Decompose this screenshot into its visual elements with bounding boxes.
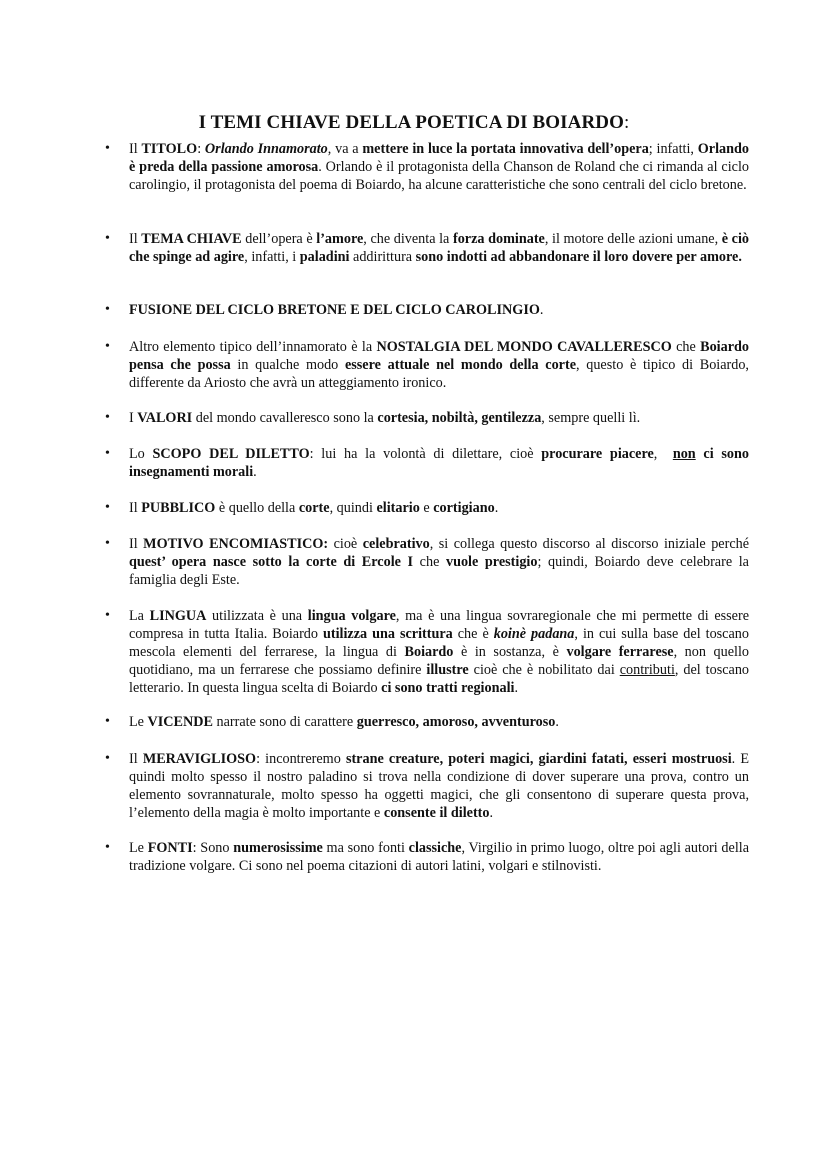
list-item-titolo <box>105 140 749 194</box>
text-run: Le <box>129 714 148 730</box>
title-text: I TEMI CHIAVE DELLA POETICA DI BOIARDO <box>198 111 625 133</box>
bullet-icon: • <box>105 231 110 246</box>
text-run: , non quello quotidiano, ma un ferrarese che possiamo definire <box>129 644 749 678</box>
keyword: TITOLO <box>141 141 198 157</box>
bold-text: è ciò che spinge ad agire <box>129 231 749 265</box>
bold-text: l’amore <box>316 231 364 247</box>
text-run: , in cui sulla base del toscano mescola elementi del ferrarese, la lingua di <box>129 626 749 660</box>
text-run: , va a <box>327 141 363 157</box>
bold-text: numerosissime <box>233 840 323 856</box>
text-run: I <box>129 410 138 426</box>
keyword: FONTI <box>147 840 193 856</box>
bold-text: ci sono insegnamenti morali <box>129 446 749 480</box>
text-run: Il <box>129 231 142 247</box>
bold-text: mettere in luce la portata innovativa dell’opera <box>362 141 649 157</box>
bullet-icon: • <box>105 446 110 461</box>
list-item-pubblico <box>105 499 749 517</box>
bullet-icon: • <box>105 302 110 317</box>
text-run: . Orlando è il protagonista della Chanson de Roland che ci rimanda al ciclo carolingio, il protagonista del poema di Boiardo, ha alcune caratteristiche che sono centrali del ciclo bretone. <box>129 159 749 193</box>
bullet-icon: • <box>105 141 110 156</box>
text-run: , il motore delle azioni umane, <box>544 231 722 247</box>
bullet-icon: • <box>105 410 110 425</box>
text-run: , ma è una lingua sovraregionale che mi permette di essere compresa in tutta Italia. Boiardo <box>129 608 749 642</box>
text-run: , questo è tipico di Boiardo, differente da Ariosto che avrà un atteggiamento ironico. <box>129 357 749 391</box>
bold-text: Orlando è preda della passione amorosa <box>129 141 749 175</box>
text-run: e <box>419 500 434 516</box>
text-run: narrate sono di carattere <box>212 714 357 730</box>
bold-text: sono indotti ad abbandonare il loro dovere per amore. <box>415 249 742 265</box>
list-item-scopo <box>105 445 749 481</box>
text-run: , quindi <box>329 500 377 516</box>
text-run: Le <box>129 840 148 856</box>
bold-text: ci sono tratti regionali <box>381 680 515 696</box>
text-run: . <box>514 680 519 696</box>
bold-text: Boiardo pensa che possa <box>129 339 749 373</box>
keyword: TEMA CHIAVE <box>141 231 242 247</box>
text-run: . <box>555 714 559 730</box>
text-run: , si collega questo discorso al discorso iniziale perché <box>429 536 750 552</box>
bold-text: illustre <box>426 662 469 678</box>
text-run: in qualche modo <box>230 357 345 373</box>
underlined-bold-text: non <box>672 446 696 462</box>
text-run: addirittura <box>349 249 416 265</box>
bold-text: procurare piacere <box>541 446 654 462</box>
list-item-lingua <box>105 607 750 697</box>
text-run: dell’opera è <box>241 231 317 247</box>
text-run: Il <box>129 500 142 516</box>
text-run: , che diventa la <box>363 231 453 247</box>
text-run: che <box>413 554 446 570</box>
list-item-valori <box>105 409 749 427</box>
bold-text: consente il diletto <box>383 805 490 821</box>
bold-text: quest’ opera nasce sotto la corte di Ercole I <box>129 554 414 570</box>
text-run: Il <box>129 751 143 767</box>
bullet-icon: • <box>105 840 110 855</box>
bold-text: guerresco, amoroso, avventuroso <box>356 714 556 730</box>
text-run: . <box>489 805 494 821</box>
text-run: è in sostanza, è <box>453 644 567 660</box>
bold-text: vuole prestigio <box>445 554 538 570</box>
text-run: Il <box>129 536 144 552</box>
text-run: . <box>494 500 499 516</box>
text-run: . <box>253 464 257 480</box>
bold-text: paladini <box>299 249 350 265</box>
bold-text: cortesia, nobiltà, gentilezza <box>377 410 542 426</box>
text-run: : <box>197 141 205 157</box>
text-run: La <box>129 608 150 624</box>
underlined-text: contributi <box>619 662 675 678</box>
list-item-nostalgia <box>105 338 749 392</box>
text-run: : lui ha la volontà di dilettare, cioè <box>309 446 542 462</box>
keyword: PUBBLICO <box>141 500 216 516</box>
text-run: del mondo cavalleresco sono la <box>192 410 378 426</box>
bullet-icon: • <box>105 536 110 551</box>
list-item-vicende <box>105 713 749 731</box>
work-title: Orlando Innamorato <box>204 141 328 157</box>
text-run: , <box>653 446 673 462</box>
bullet-icon: • <box>105 339 110 354</box>
text-run: che <box>671 339 701 355</box>
text-run: . <box>539 302 544 318</box>
text-run: : incontreremo <box>256 751 346 767</box>
text-run: Lo <box>129 446 153 462</box>
list-item-motivo <box>105 535 750 589</box>
keyword: NOSTALGIA DEL MONDO CAVALLERESCO <box>376 339 672 355</box>
list-item-tema-chiave <box>105 230 749 266</box>
text-run: , infatti, i <box>244 249 300 265</box>
bold-text: volgare ferrarese <box>566 644 674 660</box>
text-run: ; quindi, Boiardo deve celebrare la famiglia degli Este. <box>129 554 749 588</box>
text-run: cioè che è nobilitato dai <box>468 662 620 678</box>
bold-text: cortigiano <box>433 500 495 516</box>
keyword: FUSIONE DEL CICLO BRETONE E DEL CICLO CAROLINGIO <box>129 302 540 318</box>
keyword: VICENDE <box>147 714 213 730</box>
keyword: SCOPO DEL DILETTO <box>152 446 310 462</box>
list-item-meraviglioso <box>105 750 750 822</box>
page-title <box>0 112 828 134</box>
keyword: MERAVIGLIOSO <box>142 751 257 767</box>
text-run: ma sono fonti <box>322 840 409 856</box>
bold-text: corte <box>298 500 330 516</box>
bold-text: elitario <box>376 500 420 516</box>
bullet-icon: • <box>105 714 110 729</box>
bullet-icon: • <box>105 751 110 766</box>
list-item-fusione <box>105 301 749 319</box>
text-run: ; infatti, <box>648 141 698 157</box>
text-run: Il <box>129 141 142 157</box>
bold-text: celebrativo <box>362 536 430 552</box>
text-run: : Sono <box>192 840 234 856</box>
bullet-icon: • <box>105 608 110 623</box>
text-run: , Virgilio in primo luogo, oltre poi agli autori della tradizione volgare. Ci sono nel poema citazioni di autori latini, volgari e stilnovisti. <box>129 840 750 874</box>
keyword: MOTIVO ENCOMIASTICO: <box>143 536 329 552</box>
text-run: che è <box>452 626 494 642</box>
bold-text: essere attuale nel mondo della corte <box>344 357 576 373</box>
text-run: è quello della <box>215 500 299 516</box>
text-run: . E quindi molto spesso il nostro paladino si trova nella condizione di dover superare una prova, contro un elemento sovrannaturale, molto spesso ha oggetti magici, che gli consentono di superare questa prova, l’elemento della magia è molto importante e <box>129 751 750 821</box>
text-run: cioè <box>328 536 363 552</box>
bold-text: lingua volgare <box>307 608 396 624</box>
keyword: LINGUA <box>149 608 207 624</box>
bold-text: utilizza una scrittura <box>322 626 453 642</box>
text-run: utilizzata è una <box>206 608 308 624</box>
title-colon: : <box>624 111 630 133</box>
text-run: , del toscano letterario. In questa lingua scelta di Boiardo <box>129 662 750 696</box>
bullet-icon: • <box>105 500 110 515</box>
text-run: , sempre quelli lì. <box>541 410 641 426</box>
bold-text: classiche <box>408 840 462 856</box>
bold-text: Boiardo <box>404 644 454 660</box>
bold-text: strane creature, poteri magici, giardini fatati, esseri mostruosi <box>345 751 732 767</box>
text-run: Altro elemento tipico dell’innamorato è la <box>129 339 377 355</box>
list-item-fonti <box>105 839 750 875</box>
keyword: VALORI <box>137 410 193 426</box>
bold-text: forza dominate <box>452 231 545 247</box>
bold-italic-text: koinè padana <box>493 626 575 642</box>
